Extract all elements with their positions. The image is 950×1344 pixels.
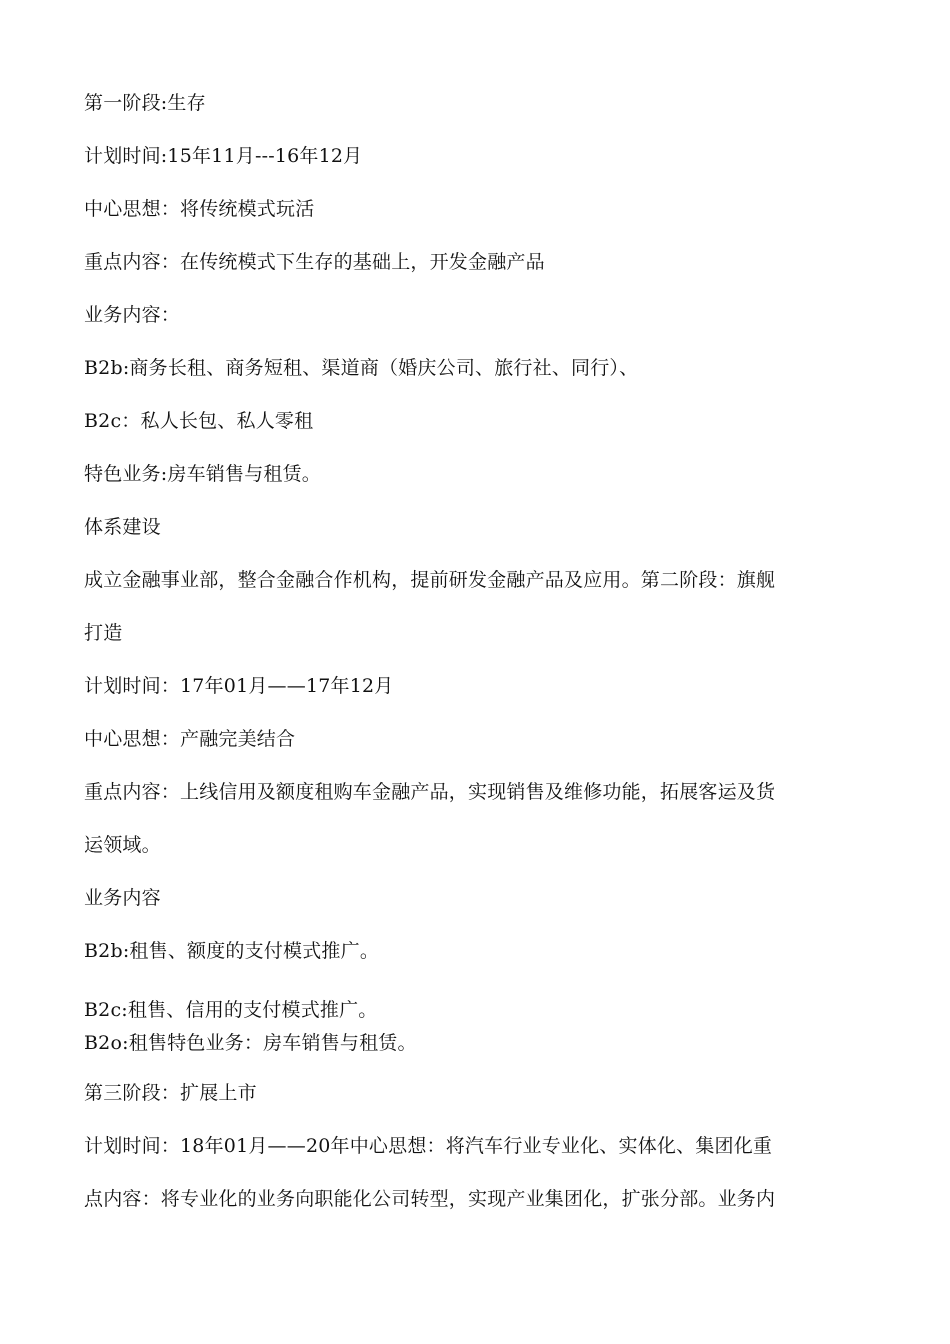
doc-line-4: 重点内容：在传统模式下生存的基础上，开发金融产品 xyxy=(84,251,545,273)
doc-line-9: 体系建设 xyxy=(84,516,161,538)
doc-line-17: B2b:租售、额度的支付模式推广。 xyxy=(84,940,380,962)
doc-line-12: 计划时间：17年01月——17年12月 xyxy=(84,675,394,697)
doc-line-5: 业务内容： xyxy=(84,304,181,326)
doc-line-11: 打造 xyxy=(84,622,123,644)
doc-line-8: 特色业务:房车销售与租赁。 xyxy=(84,463,322,485)
doc-line-13: 中心思想：产融完美结合 xyxy=(84,728,296,750)
doc-line-7: B2c：私人长包、私人零租 xyxy=(84,410,314,432)
doc-line-10: 成立金融事业部，整合金融合作机构，提前研发金融产品及应用。第二阶段：旗舰 xyxy=(84,569,776,591)
doc-line-15: 运领域。 xyxy=(84,834,161,856)
doc-line-3: 中心思想：将传统模式玩活 xyxy=(84,198,315,220)
doc-line-21: 计划时间：18年01月——20年中心思想：将汽车行业专业化、实体化、集团化重 xyxy=(84,1135,773,1157)
doc-line-19: B2o:租售特色业务：房车销售与租赁。 xyxy=(84,1032,417,1054)
doc-line-22: 点内容：将专业化的业务向职能化公司转型，实现产业集团化，扩张分部。业务内 xyxy=(84,1188,776,1210)
doc-line-18: B2c:租售、信用的支付模式推广。 xyxy=(84,999,378,1021)
doc-line-16: 业务内容 xyxy=(84,887,161,909)
doc-line-1: 第一阶段:生存 xyxy=(84,92,206,114)
doc-line-14: 重点内容：上线信用及额度租购车金融产品，实现销售及维修功能，拓展客运及货 xyxy=(84,781,776,803)
doc-line-6: B2b:商务长租、商务短租、渠道商（婚庆公司、旅行社、同行）、 xyxy=(84,357,639,379)
doc-line-20: 第三阶段：扩展上市 xyxy=(84,1082,257,1104)
doc-line-2: 计划时间:15年11月---16年12月 xyxy=(84,145,363,167)
